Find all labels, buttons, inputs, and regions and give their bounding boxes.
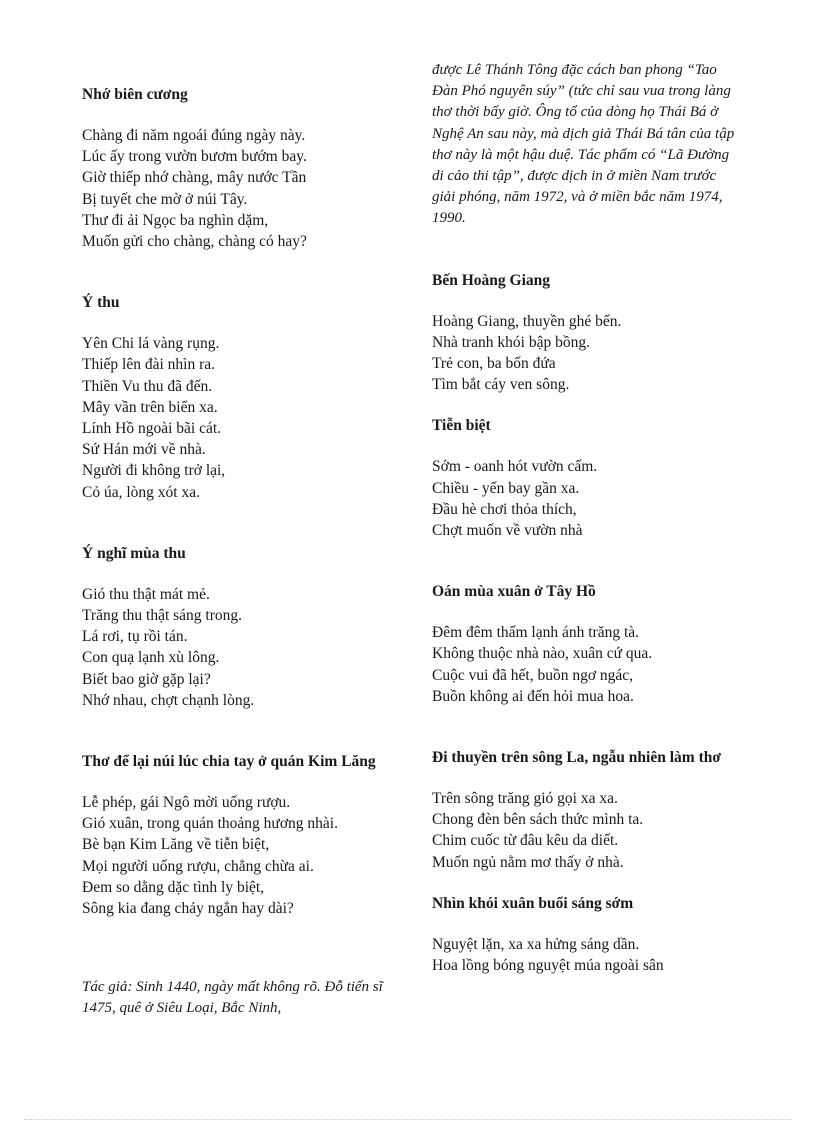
poem-line: Hoa lồng bóng nguyệt múa ngoài sân — [432, 957, 664, 975]
poem-line: Sứ Hán mới về nhà. — [82, 441, 206, 459]
poem-title: Bến Hoàng Giang — [432, 271, 550, 289]
poem-y-thu — [82, 292, 412, 503]
poem-y-nghi-mua-thu — [82, 543, 412, 711]
poem-line: Nhà tranh khói bập bồng. — [432, 333, 590, 351]
poem-lines — [432, 622, 762, 707]
poem-line: Mọi người uống rượu, chẳng chừa ai. — [82, 857, 314, 875]
poem-line: Nguyệt lặn, xa xa hửng sáng dần. — [432, 935, 640, 953]
poem-title: Nhìn khói xuân buổi sáng sớm — [432, 894, 634, 912]
poem-line: Mây vần trên biển xa. — [82, 398, 218, 416]
poem-line: Trăng thu thật sáng trong. — [82, 607, 243, 625]
poem-tho-de-lai-nui — [82, 751, 412, 919]
poem-lines — [82, 333, 412, 503]
poem-line: Cuộc vui đã hết, buồn ngơ ngác, — [432, 666, 634, 684]
poem-title: Ý nghĩ mùa thu — [82, 544, 186, 562]
poem-line: Gió thu thật mát mẻ. — [82, 585, 210, 603]
poem-lines — [82, 792, 412, 919]
poem-line: Không thuộc nhà nào, xuân cứ qua. — [432, 645, 653, 663]
poem-lines — [82, 584, 412, 711]
poem-line: Buồn không ai đến hỏi mua hoa. — [432, 687, 634, 705]
poem-lines — [432, 788, 762, 873]
author-note-continued: được Lê Thánh Tông đặc cách ban phong “Tao Đàn Phó nguyên súy” (tức chỉ sau vua trong làng thơ thời bấy giờ. Ông tổ của dòng họ Thái Bá ở Nghệ An sau này, mà dịch giả Thái Bá tân của tập thơ này là một hậu duệ. Tác phẩm có “Lã Đường di cảo thi tập”, được dịch in ở miền Nam trước giải phóng, năm 1972, và ở miền bắc năm 1974, 1990. — [432, 62, 735, 227]
poem-oan-mua-xuan — [432, 581, 762, 707]
poem-line: Bị tuyết che mờ ở núi Tây. — [82, 190, 248, 208]
poem-title: Nhớ biên cương — [82, 86, 188, 103]
poem-line: Thiếp lên đài nhìn ra. — [82, 356, 215, 374]
poem-line: Muốn gửi cho chàng, chàng có hay? — [82, 233, 307, 251]
poem-lines — [432, 311, 762, 396]
poem-tien-biet — [432, 415, 762, 541]
poem-title: Đi thuyền trên sông La, ngẫu nhiên làm thơ — [432, 749, 721, 767]
poem-lines — [432, 934, 762, 976]
poem-line: Con quạ lạnh xù lông. — [82, 649, 220, 667]
author-note: Tác giả: Sinh 1440, ngày mất không rõ. Đỗ tiến sĩ 1475, quê ở Siêu Loại, Bắc Ninh, — [82, 979, 383, 1017]
poem-title: Tiễn biệt — [432, 417, 491, 435]
right-column — [432, 60, 762, 976]
poem-line: Yên Chi lá vàng rụng. — [82, 335, 220, 353]
poem-line: Chiều - yến bay gần xa. — [432, 479, 580, 497]
poem-line: Thư đi ải Ngọc ba nghìn dặm, — [82, 211, 269, 229]
poem-line: Lễ phép, gái Ngô mời uống rượu. — [82, 794, 291, 812]
poem-line: Cỏ úa, lòng xót xa. — [82, 483, 200, 501]
poem-line: Trên sông trăng gió gọi xa xa. — [432, 790, 618, 808]
poem-line: Lính Hồ ngoài bãi cát. — [82, 420, 222, 438]
poem-line: Đem so dằng dặc tình ly biệt, — [82, 878, 265, 896]
poem-line: Giờ thiếp nhớ chàng, mây nước Tần — [82, 169, 307, 187]
poem-line: Người đi không trở lại, — [82, 462, 226, 480]
poem-lines — [82, 125, 412, 252]
poem-lines — [432, 456, 762, 541]
poem-line: Hoàng Giang, thuyền ghé bến. — [432, 312, 622, 330]
poem-line: Thiền Vu thu đã đến. — [82, 377, 213, 395]
poem-line: Chim cuốc từ đâu kêu da diết. — [432, 832, 619, 850]
poem-line: Đầu hè chơi thỏa thích, — [432, 500, 577, 518]
poem-line: Chợt muốn về vườn nhà — [432, 522, 583, 540]
poem-line: Nhớ nhau, chợt chạnh lòng. — [82, 691, 255, 709]
poem-line: Gió xuân, trong quán thoảng hương nhài. — [82, 815, 338, 833]
poem-title: Ý thu — [82, 294, 120, 312]
poem-line: Lá rơi, tụ rồi tán. — [82, 628, 188, 646]
poem-di-thuyen-song-la — [432, 747, 762, 873]
poem-line: Chong đèn bên sách thức mình ta. — [432, 811, 644, 829]
poem-nho-bien-cuong — [82, 84, 412, 252]
poem-line: Sớm - oanh hót vườn cấm. — [432, 458, 598, 476]
poem-line: Sông kia đang chảy ngắn hay dài? — [82, 900, 294, 918]
poem-title: Thơ để lại núi lúc chia tay ở quán Kim Lăng — [82, 753, 376, 771]
poem-ben-hoang-giang — [432, 270, 762, 396]
poem-line: Tìm bắt cáy ven sông. — [432, 376, 570, 394]
left-column — [82, 72, 412, 1020]
page-bottom-rule — [24, 1119, 792, 1120]
poem-line: Lúc ấy trong vườn bươm bướm bay. — [82, 148, 307, 166]
poem-line: Biết bao giờ gặp lại? — [82, 670, 211, 688]
poem-line: Muốn ngủ nằm mơ thấy ở nhà. — [432, 853, 624, 871]
poem-line: Đêm đêm thấm lạnh ánh trăng tà. — [432, 624, 640, 642]
poem-line: Chàng đi năm ngoái đúng ngày này. — [82, 127, 306, 144]
poem-line: Bè bạn Kim Lăng về tiễn biệt, — [82, 836, 270, 854]
poem-title: Oán mùa xuân ở Tây Hồ — [432, 583, 596, 601]
poem-nhin-khoi-xuan — [432, 893, 762, 976]
poem-line: Trẻ con, ba bốn đứa — [432, 355, 556, 373]
